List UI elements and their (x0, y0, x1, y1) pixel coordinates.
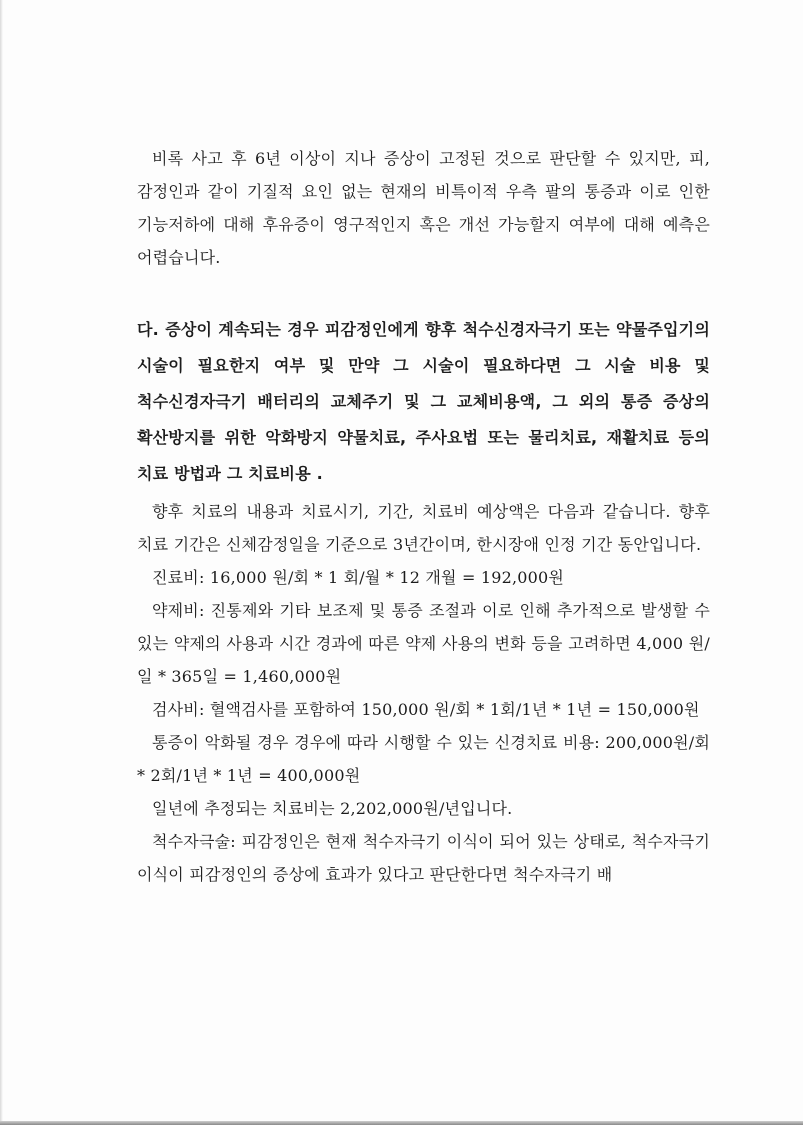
spinal-stimulator-note: 척수자극술: 피감정인은 현재 척수자극기 이식이 되어 있는 상태로, 척수자극기 이식이 피감정인의 증상에 효과가 있다고 판단한다면 척수자극기 배 (137, 832, 710, 884)
section-heading-da: 다. 증상이 계속되는 경우 피감정인에게 향후 척수신경자극기 또는 약물주입기의 시술이 필요한지 여부 및 만약 그 시술이 필요하다면 그 시술 비용 및 척수신경자극기 배터리의 교체주기 및 그 교체비용액, 그 외의 통증 증상의 확산방지를 위한 악화방지 약물치료, 주사요법 또는 물리치료, 재활치료 등의 치료 방법과 그 치료비용 . (137, 320, 710, 483)
test-fee: 검사비: 혈액검사를 포함하여 150,000 원/회 * 1회/1년 * 1년 = 150,000원 (152, 700, 700, 719)
annual-total: 일년에 추정되는 치료비는 2,202,000원/년입니다. (152, 799, 513, 818)
consultation-fee: 진료비: 16,000 원/회 * 1 회/월 * 12 개월 = 192,000원 (152, 568, 565, 587)
paragraph-prognosis (137, 142, 710, 274)
treatment-intro: 향후 치료의 내용과 치료시기, 기간, 치료비 예상액은 다음과 같습니다. 향후 치료 기간은 신체감정일을 기준으로 3년간이며, 한시장애 인정 기간 동안입니다. (137, 502, 710, 554)
paragraph-text: 비록 사고 후 6년 이상이 지나 증상이 고정된 것으로 판단할 수 있지만, 피, 감정인과 같이 기질적 요인 없는 현재의 비특이적 우측 팔의 통증과 이로 인한 기능저하에 대해 후유증이 영구적인지 혹은 개선 가능할지 여부에 대해 예측은 어렵습니다. (137, 149, 710, 267)
scan-bottom-edge (0, 1121, 803, 1125)
treatment-cost-section (137, 495, 710, 891)
medication-fee: 약제비: 진통제와 기타 보조제 및 통증 조절과 이로 인해 추가적으로 발생할 수 있는 약제의 사용과 시간 경과에 따른 약제 사용의 변화 등을 고려하면 4,000 원/일 * 365일 = 1,460,000원 (137, 601, 710, 686)
scan-edge (0, 0, 3, 1125)
nerve-treatment-fee: 통증이 악화될 경우 경우에 따라 시행할 수 있는 신경치료 비용: 200,000원/회 * 2회/1년 * 1년 = 400,000원 (137, 733, 710, 785)
